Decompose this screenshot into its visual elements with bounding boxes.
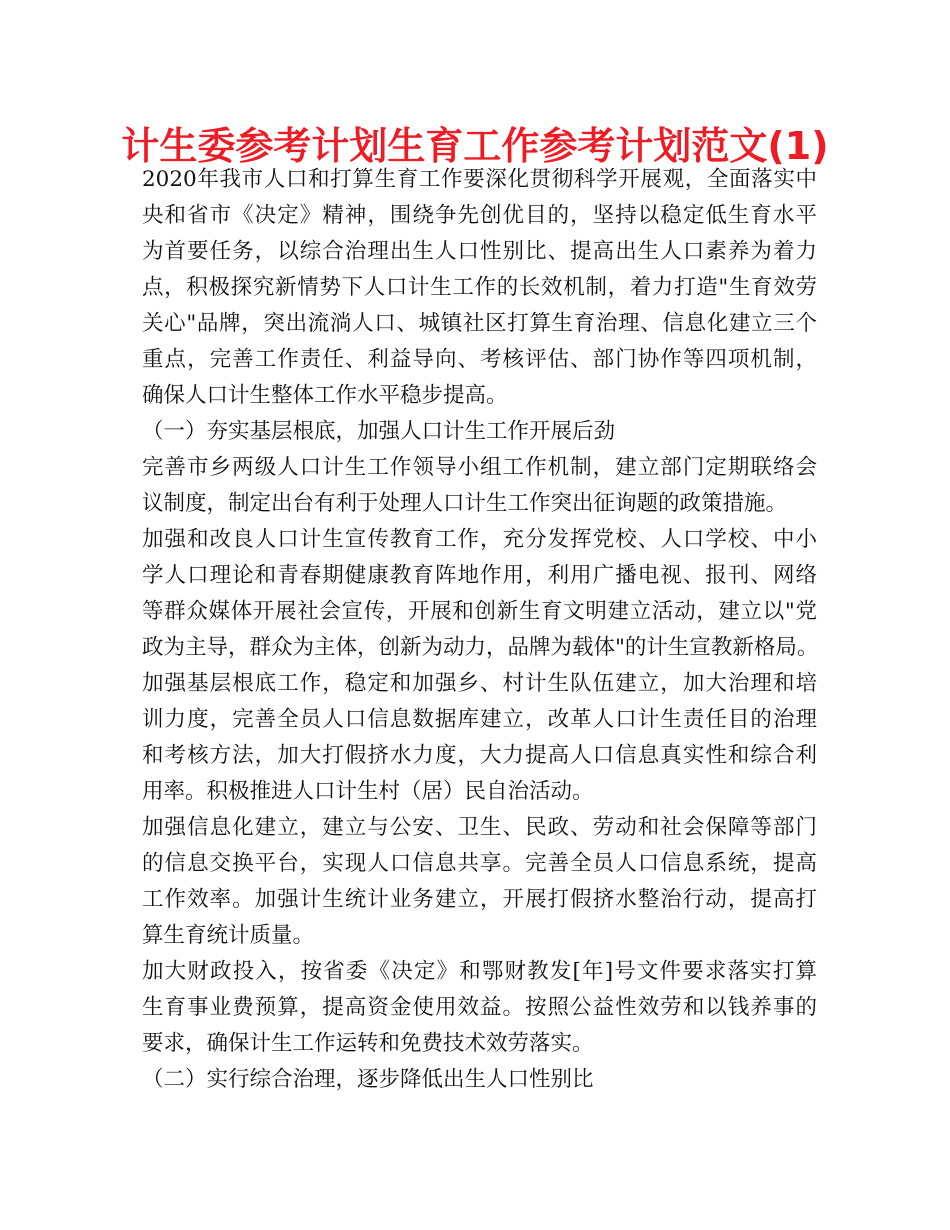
text-line: 训力度，完善全员人口信息数据库建立，改革人口计生责任目的治理 — [142, 707, 817, 732]
text-line: 工作效率。加强计生统计业务建立，开展打假挤水整治行动，提高打 — [142, 887, 817, 912]
document-body — [142, 162, 817, 1098]
text-line: 用率。积极推进人口计生村（居）民自治活动。 — [142, 779, 594, 804]
text-line: 议制度，制定出台有利于处理人口计生工作突出征询题的政策措施。 — [142, 491, 788, 516]
text-line: 生育事业费预算，提高资金使用效益。按照公益性效劳和以钱养事的 — [142, 995, 817, 1020]
text-line: 加强信息化建立，建立与公安、卫生、民政、劳动和社会保障等部门 — [142, 815, 817, 840]
text-line: 点，积极探究新情势下人口计生工作的长效机制，着力打造"生育效劳 — [142, 275, 817, 300]
text-line: 为首要任务，以综合治理出生人口性别比、提高出生人口素养为着力 — [142, 239, 817, 264]
document-title: 计生委参考计划生育工作参考计划范文(1) — [121, 124, 829, 168]
text-line: 要求，确保计生工作运转和免费技术效劳落实。 — [142, 1031, 594, 1056]
text-line: 政为主导，群众为主体，创新为动力，品牌为载体"的计生宣教新格局。 — [142, 635, 819, 660]
text-line: 重点，完善工作责任、利益导向、考核评估、部门协作等四项机制， — [142, 347, 817, 372]
text-line: 完善市乡两级人口计生工作领导小组工作机制，建立部门定期联络会 — [142, 455, 817, 480]
text-line: 等群众媒体开展社会宣传，开展和创新生育文明建立活动，建立以"党 — [142, 599, 817, 624]
text-line: 学人口理论和青春期健康教育阵地作用，利用广播电视、报刊、网络 — [142, 563, 817, 588]
text-line: 央和省市《决定》精神，围绕争先创优目的，坚持以稳定低生育水平 — [142, 203, 817, 228]
text-line: 和考核方法，加大打假挤水力度，大力提高人口信息真实性和综合利 — [142, 743, 817, 768]
text-line: 加强基层根底工作，稳定和加强乡、村计生队伍建立，加大治理和培 — [142, 671, 817, 696]
section-heading-2: （二）实行综合治理，逐步降低出生人口性别比 — [142, 1067, 594, 1092]
text-line: 关心"品牌，突出流淌人口、城镇社区打算生育治理、信息化建立三个 — [142, 311, 817, 336]
text-line: 加强和改良人口计生宣传教育工作，充分发挥党校、人口学校、中小 — [142, 527, 817, 552]
text-line: 算生育统计质量。 — [142, 923, 315, 948]
section-heading-1: （一）夯实基层根底，加强人口计生工作开展后劲 — [142, 419, 616, 444]
text-line: 加大财政投入，按省委《决定》和鄂财教发[年]号文件要求落实打算 — [142, 959, 817, 984]
text-line: 的信息交换平台，实现人口信息共享。完善全员人口信息系统，提高 — [142, 851, 817, 876]
text-line: 确保人口计生整体工作水平稳步提高。 — [142, 383, 508, 408]
text-line: 2020年我市人口和打算生育工作要深化贯彻科学开展观，全面落实中 — [142, 167, 817, 192]
